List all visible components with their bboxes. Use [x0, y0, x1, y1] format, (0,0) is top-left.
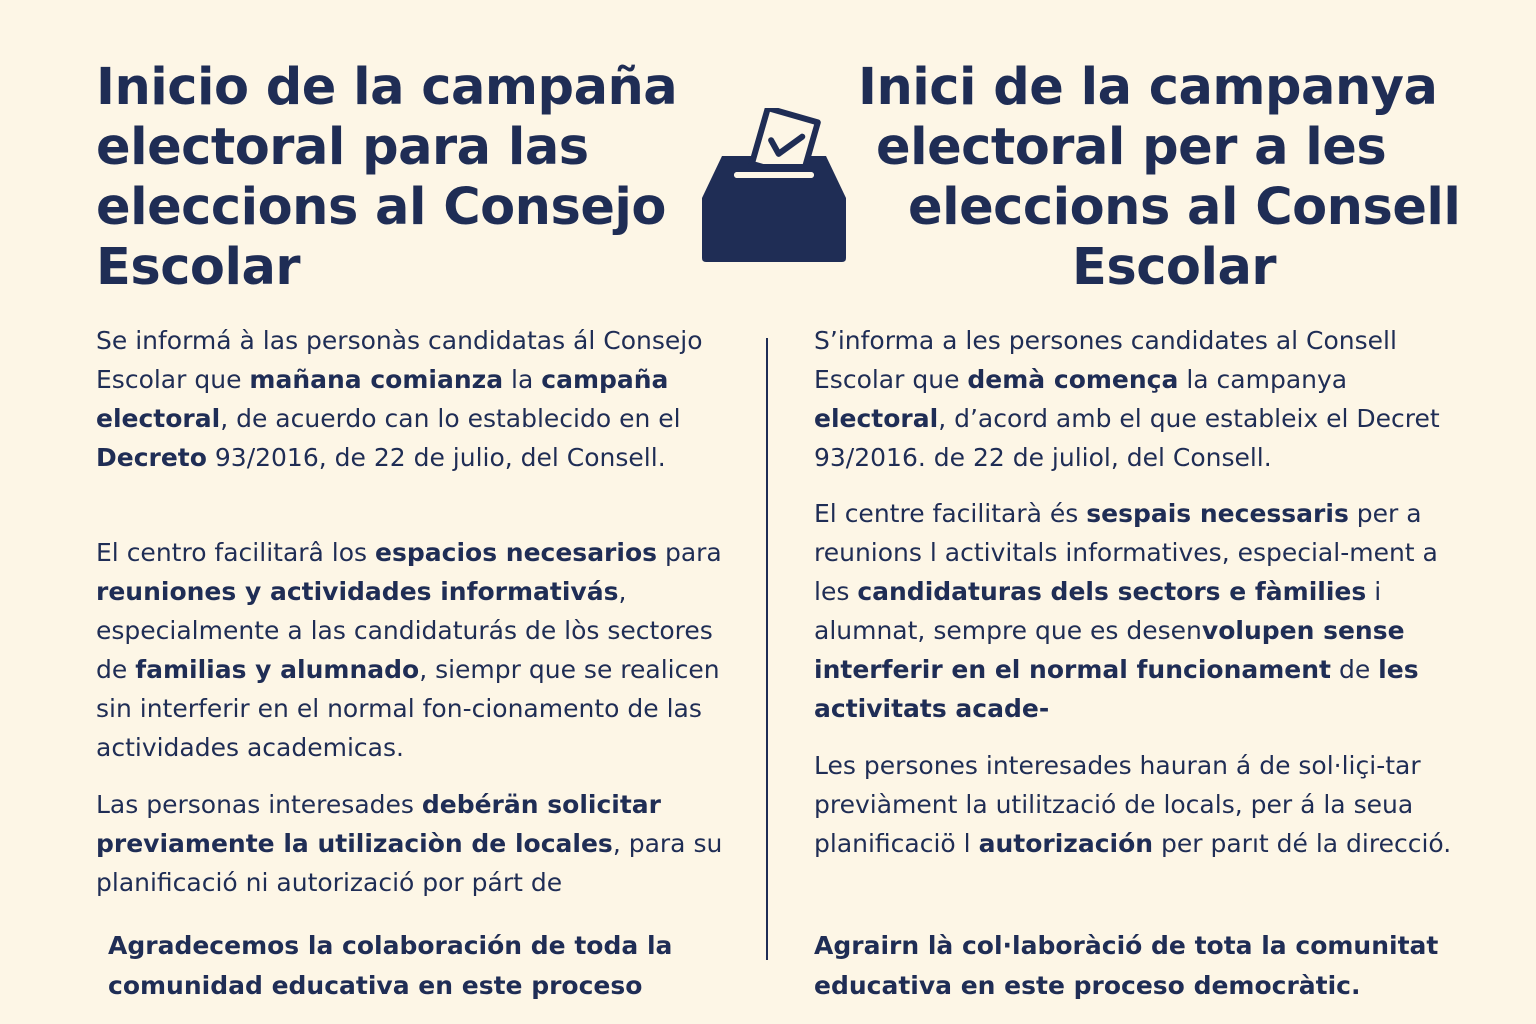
- title-line: electoral per a les: [876, 118, 1387, 177]
- text: 93/2016, de 22 de julio, del Consell.: [206, 443, 666, 472]
- text: i alumnat, sempre que es desen: [814, 577, 1382, 645]
- text: , para su planificació ni autorizació por párt de: [96, 829, 723, 897]
- bold-text: autorización: [978, 829, 1154, 858]
- title-line: Inici de la campanya: [858, 58, 1438, 117]
- text: Les persones interesades hauran á de sol·liçi-tar previàment la utilització de locals, per á la seua planificaciö l: [814, 751, 1421, 858]
- text: , d’acord amb el que estableix el Decret 93/2016. de 22 de juliol, del Consell.: [814, 404, 1440, 472]
- text: per parıt dé la direcció.: [1153, 829, 1452, 858]
- bold-text: campaña electoral: [96, 365, 669, 433]
- bold-text: sespais necessaris: [1086, 499, 1349, 528]
- text: , siempr que se realicen sin interferir en el normal fon-cionamento de las actividades academicas.: [96, 655, 720, 762]
- bold-text: familias y alumnado: [135, 655, 420, 684]
- text: Las personas interesades: [96, 790, 422, 819]
- bold-text: debérän solicitar previamente la utilizaciòn de locales: [96, 790, 661, 858]
- text: Se informá à las personàs candidatas ál Consejo Escolar que: [96, 326, 703, 394]
- valencian-paragraph-1: [814, 321, 1474, 477]
- text: de: [1331, 655, 1379, 684]
- valencian-paragraph-2: [814, 494, 1474, 728]
- bold-text: les activitats acade-: [814, 655, 1419, 723]
- valencian-closing: Agrairn là col·laboràció de tota la comunitat educativa en este proceso democràtic.: [814, 931, 1439, 1000]
- text: la: [503, 365, 542, 394]
- bold-text: electoral: [814, 404, 939, 433]
- text: la campanya: [1178, 365, 1348, 394]
- valencian-paragraph-3: [814, 746, 1474, 863]
- text: El centre facilitarà és: [814, 499, 1087, 528]
- text: para: [657, 538, 722, 567]
- bold-text: candidaturas dels sectors e fàmilies: [857, 577, 1367, 606]
- valencian-title: [814, 58, 1474, 298]
- spanish-title: Inicio de la campaña electoral para las eleccions al Consejo Escolar: [96, 58, 678, 297]
- spanish-paragraph-3: [96, 785, 736, 902]
- title-line: eleccions al Consell: [908, 178, 1461, 237]
- spanish-paragraph-1: [96, 321, 736, 477]
- text: El centro facilitarâ los: [96, 538, 376, 567]
- spanish-closing: Agradecemos la colaboración de toda la comunidad educativa en este proceso: [108, 931, 673, 1000]
- text: per a reunions l activitals informatives, especial-ment a les: [814, 499, 1438, 606]
- column-divider: [766, 338, 768, 960]
- text: , de acuerdo can lo establecido en el: [220, 404, 681, 433]
- title-line: Escolar: [1072, 238, 1277, 297]
- text: S’informa a les persones candidates al Consell Escolar que: [814, 326, 1397, 394]
- bold-text: Decreto: [96, 443, 207, 472]
- bold-text: demà començа: [967, 365, 1179, 394]
- bold-text: mañana comianza: [249, 365, 504, 394]
- spanish-paragraph-2: [96, 533, 736, 767]
- bold-text: espacios necesarios: [375, 538, 658, 567]
- bold-text: volupen sense interferir en el normal funcionament: [814, 616, 1405, 684]
- bold-text: reuniones y actividades informativás: [96, 577, 619, 606]
- text: , especialmente a las candidaturás de lòs sectores de: [96, 577, 713, 684]
